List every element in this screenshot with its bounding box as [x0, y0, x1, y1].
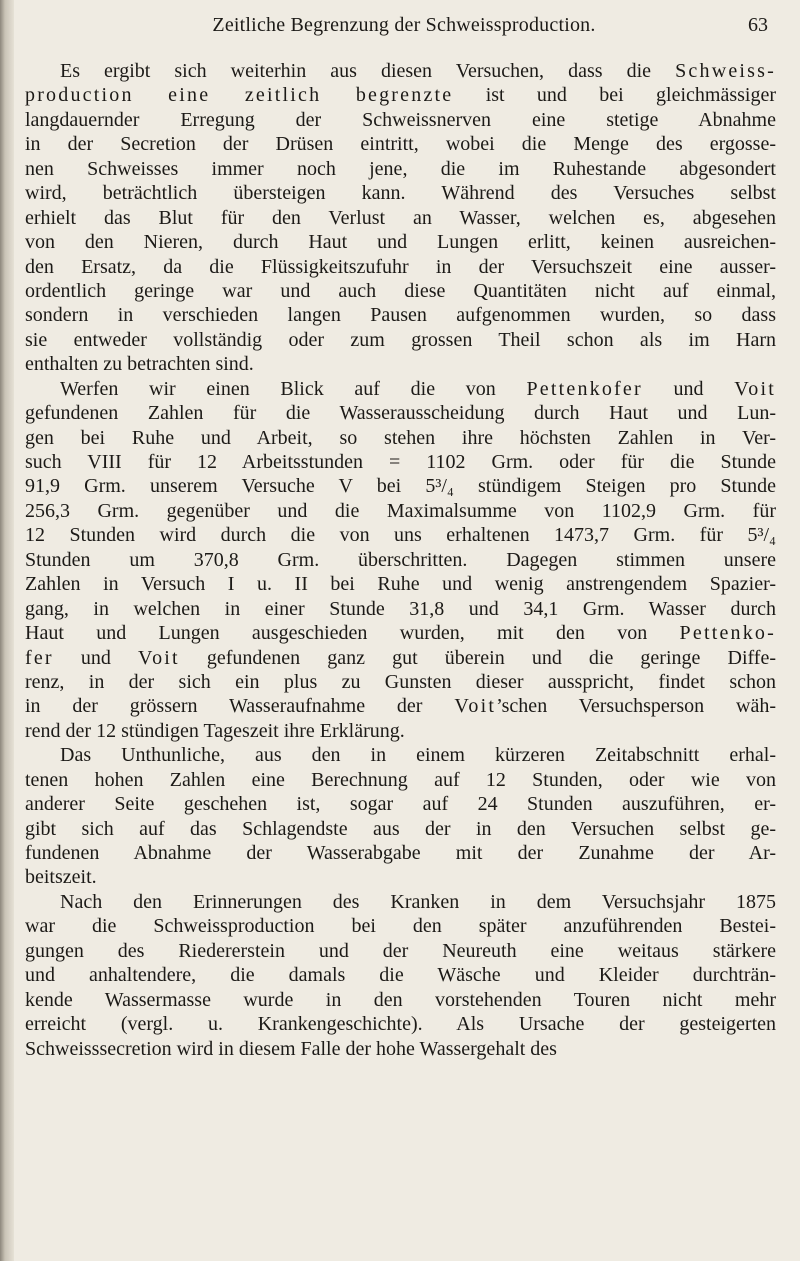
text-line: [25, 181, 776, 205]
spaced-text: Voit: [454, 695, 497, 718]
text-segment: in der Secretion der Drüsen eintritt, wobei die Menge des ergosse-: [25, 133, 776, 156]
text-line: [25, 572, 776, 596]
text-line: [25, 157, 776, 181]
text-line: [25, 963, 776, 987]
text-segment: gen bei Ruhe und Arbeit, so stehen ihre höchsten Zahlen in Ver-: [25, 426, 776, 449]
text-segment: fundenen Abnahme der Wasserabgabe mit der Zunahme der Ar-: [25, 842, 776, 864]
text-line: [25, 914, 776, 938]
text-line: [25, 1012, 776, 1036]
text-line: [25, 450, 776, 474]
text-segment: Nach den Erinnerungen des Kranken in dem Versuchsjahr 1875: [60, 890, 776, 913]
text-line: [25, 377, 776, 401]
text-segment: kende Wassermasse wurde in den vorstehenden Touren nicht mehr: [25, 988, 776, 1011]
text-segment: Zahlen in Versuch I u. II bei Ruhe und wenig anstrengendem Spazier-: [25, 573, 776, 596]
text-line: [25, 817, 776, 841]
body-text: [25, 59, 776, 1061]
text-segment: sie entweder vollständig oder zum grossen Theil schon als im Harn: [25, 328, 776, 351]
running-header: [100, 14, 768, 40]
text-line: [25, 83, 776, 107]
text-segment: sondern in verschieden langen Pausen aufgenommen wurden, so dass: [25, 304, 776, 327]
text-segment: ist und bei gleichmässiger: [453, 84, 776, 107]
paragraph: [25, 377, 776, 744]
text-line: [25, 841, 776, 865]
text-line: [25, 59, 776, 83]
spaced-text: fer: [25, 646, 54, 669]
text-line: [25, 279, 776, 303]
text-line: [25, 865, 776, 889]
spaced-text: production eine zeitlich begrenzte: [25, 84, 454, 107]
text-segment: 256,3 Grm. gegenüber und die Maximalsumme von 1102,9 Grm. für: [25, 499, 776, 522]
text-line: [25, 890, 776, 914]
text-segment: 91,9 Grm. unserem Versuche V bei 5³/₄ stündigem Steigen pro Stunde: [25, 475, 776, 498]
text-line: [25, 474, 776, 498]
text-segment: gang, in welchen in einer Stunde 31,8 und 34,1 Grm. Wasser durch: [25, 597, 776, 620]
text-segment: enthalten zu betrachten sind.: [25, 353, 254, 376]
text-segment: beitszeit.: [25, 866, 97, 889]
text-line: [25, 352, 776, 376]
text-segment: erreicht (vergl. u. Krankengeschichte). Als Ursache der gesteigerten: [25, 1013, 776, 1036]
text-segment: war die Schweissproduction bei den später anzuführenden Bestei-: [25, 915, 776, 938]
text-line: [25, 597, 776, 621]
text-line: [25, 401, 776, 425]
text-segment: Es ergibt sich weiterhin aus diesen Versuchen, dass die: [60, 60, 676, 82]
text-line: [25, 694, 776, 718]
spaced-text: Pettenko-: [679, 622, 776, 645]
paragraph: [25, 59, 776, 377]
text-line: [25, 523, 776, 547]
text-segment: gefundenen ganz gut überein und die geringe Diffe-: [179, 646, 776, 669]
text-line: [25, 1037, 776, 1061]
text-segment: Schweisssecretion wird in diesem Falle der hohe Wassergehalt des: [25, 1037, 557, 1060]
text-segment: 12 Stunden wird durch die von uns erhaltenen 1473,7 Grm. für 5³/₄: [25, 524, 776, 547]
spaced-text: Voit: [138, 646, 180, 669]
page-binding-edge: [0, 0, 14, 1261]
text-segment: Stunden um 370,8 Grm. überschritten. Dagegen stimmen unsere: [25, 548, 776, 571]
text-line: [25, 792, 776, 816]
running-title: Zeitliche Begrenzung der Schweissproduction.: [212, 14, 596, 36]
text-line: [25, 988, 776, 1012]
text-segment: gefundenen Zahlen für die Wasserausscheidung durch Haut und Lun-: [25, 402, 776, 425]
text-line: [25, 939, 776, 963]
text-segment: langdauernder Erregung der Schweissnerven eine stetige Abnahme: [25, 108, 776, 131]
text-segment: wird, beträchtlich übersteigen kann. Während des Versuches selbst: [25, 182, 776, 205]
text-line: [25, 646, 776, 670]
text-segment: Werfen wir einen Blick auf die von: [60, 377, 527, 400]
text-segment: such VIII für 12 Arbeitsstunden = 1102 Grm. oder für die Stunde: [25, 451, 776, 473]
page-number: 63: [748, 14, 768, 36]
spaced-text: Pettenkofer: [526, 377, 643, 400]
text-line: [25, 670, 776, 694]
text-segment: rend der 12 stündigen Tageszeit ihre Erklärung.: [25, 719, 405, 742]
text-segment: den Ersatz, da die Flüssigkeitszufuhr in der Versuchszeit eine ausser-: [25, 255, 776, 278]
text-line: [25, 255, 776, 279]
text-line: [25, 621, 776, 645]
text-segment: und: [53, 646, 138, 669]
text-line: [25, 548, 776, 572]
text-line: [25, 108, 776, 132]
text-segment: erhielt das Blut für den Verlust an Wasser, welchen es, abgesehen: [25, 206, 776, 229]
text-segment: und anhaltendere, die damals die Wäsche und Kleider durchträn-: [25, 964, 776, 987]
text-line: [25, 328, 776, 352]
text-segment: nen Schweisses immer noch jene, die im Ruhestande abgesondert: [25, 157, 776, 180]
text-line: [25, 499, 776, 523]
text-segment: Das Unthunliche, aus den in einem kürzeren Zeitabschnitt erhal-: [60, 744, 776, 767]
text-line: [25, 206, 776, 230]
text-line: [25, 426, 776, 450]
text-segment: anderer Seite geschehen ist, sogar auf 24 Stunden auszuführen, er-: [25, 793, 776, 816]
paragraph: [25, 743, 776, 890]
text-segment: ’schen Versuchsperson wäh-: [496, 695, 776, 718]
text-segment: ordentlich geringe war und auch diese Quantitäten nicht auf einmal,: [25, 279, 776, 302]
text-segment: Haut und Lungen ausgeschieden wurden, mit den von: [25, 622, 680, 645]
text-line: [25, 719, 776, 743]
text-line: [25, 303, 776, 327]
spaced-text: Schweiss-: [675, 60, 776, 82]
text-line: [25, 132, 776, 156]
text-line: [25, 230, 776, 254]
text-segment: und: [642, 377, 735, 400]
text-line: [25, 768, 776, 792]
text-line: [25, 743, 776, 767]
paragraph: [25, 890, 776, 1061]
text-segment: tenen hohen Zahlen eine Berechnung auf 12 Stunden, oder wie von: [25, 768, 776, 791]
spaced-text: Voit: [734, 377, 777, 400]
text-segment: renz, in der sich ein plus zu Gunsten dieser ausspricht, findet schon: [25, 670, 776, 693]
text-segment: gibt sich auf das Schlagendste aus der in den Versuchen selbst ge-: [25, 817, 776, 840]
text-segment: in der grössern Wasseraufnahme der: [25, 695, 455, 718]
text-segment: von den Nieren, durch Haut und Lungen erlitt, keinen ausreichen-: [25, 231, 776, 254]
text-segment: gungen des Riedererstein und der Neureuth eine weitaus stärkere: [25, 939, 776, 962]
